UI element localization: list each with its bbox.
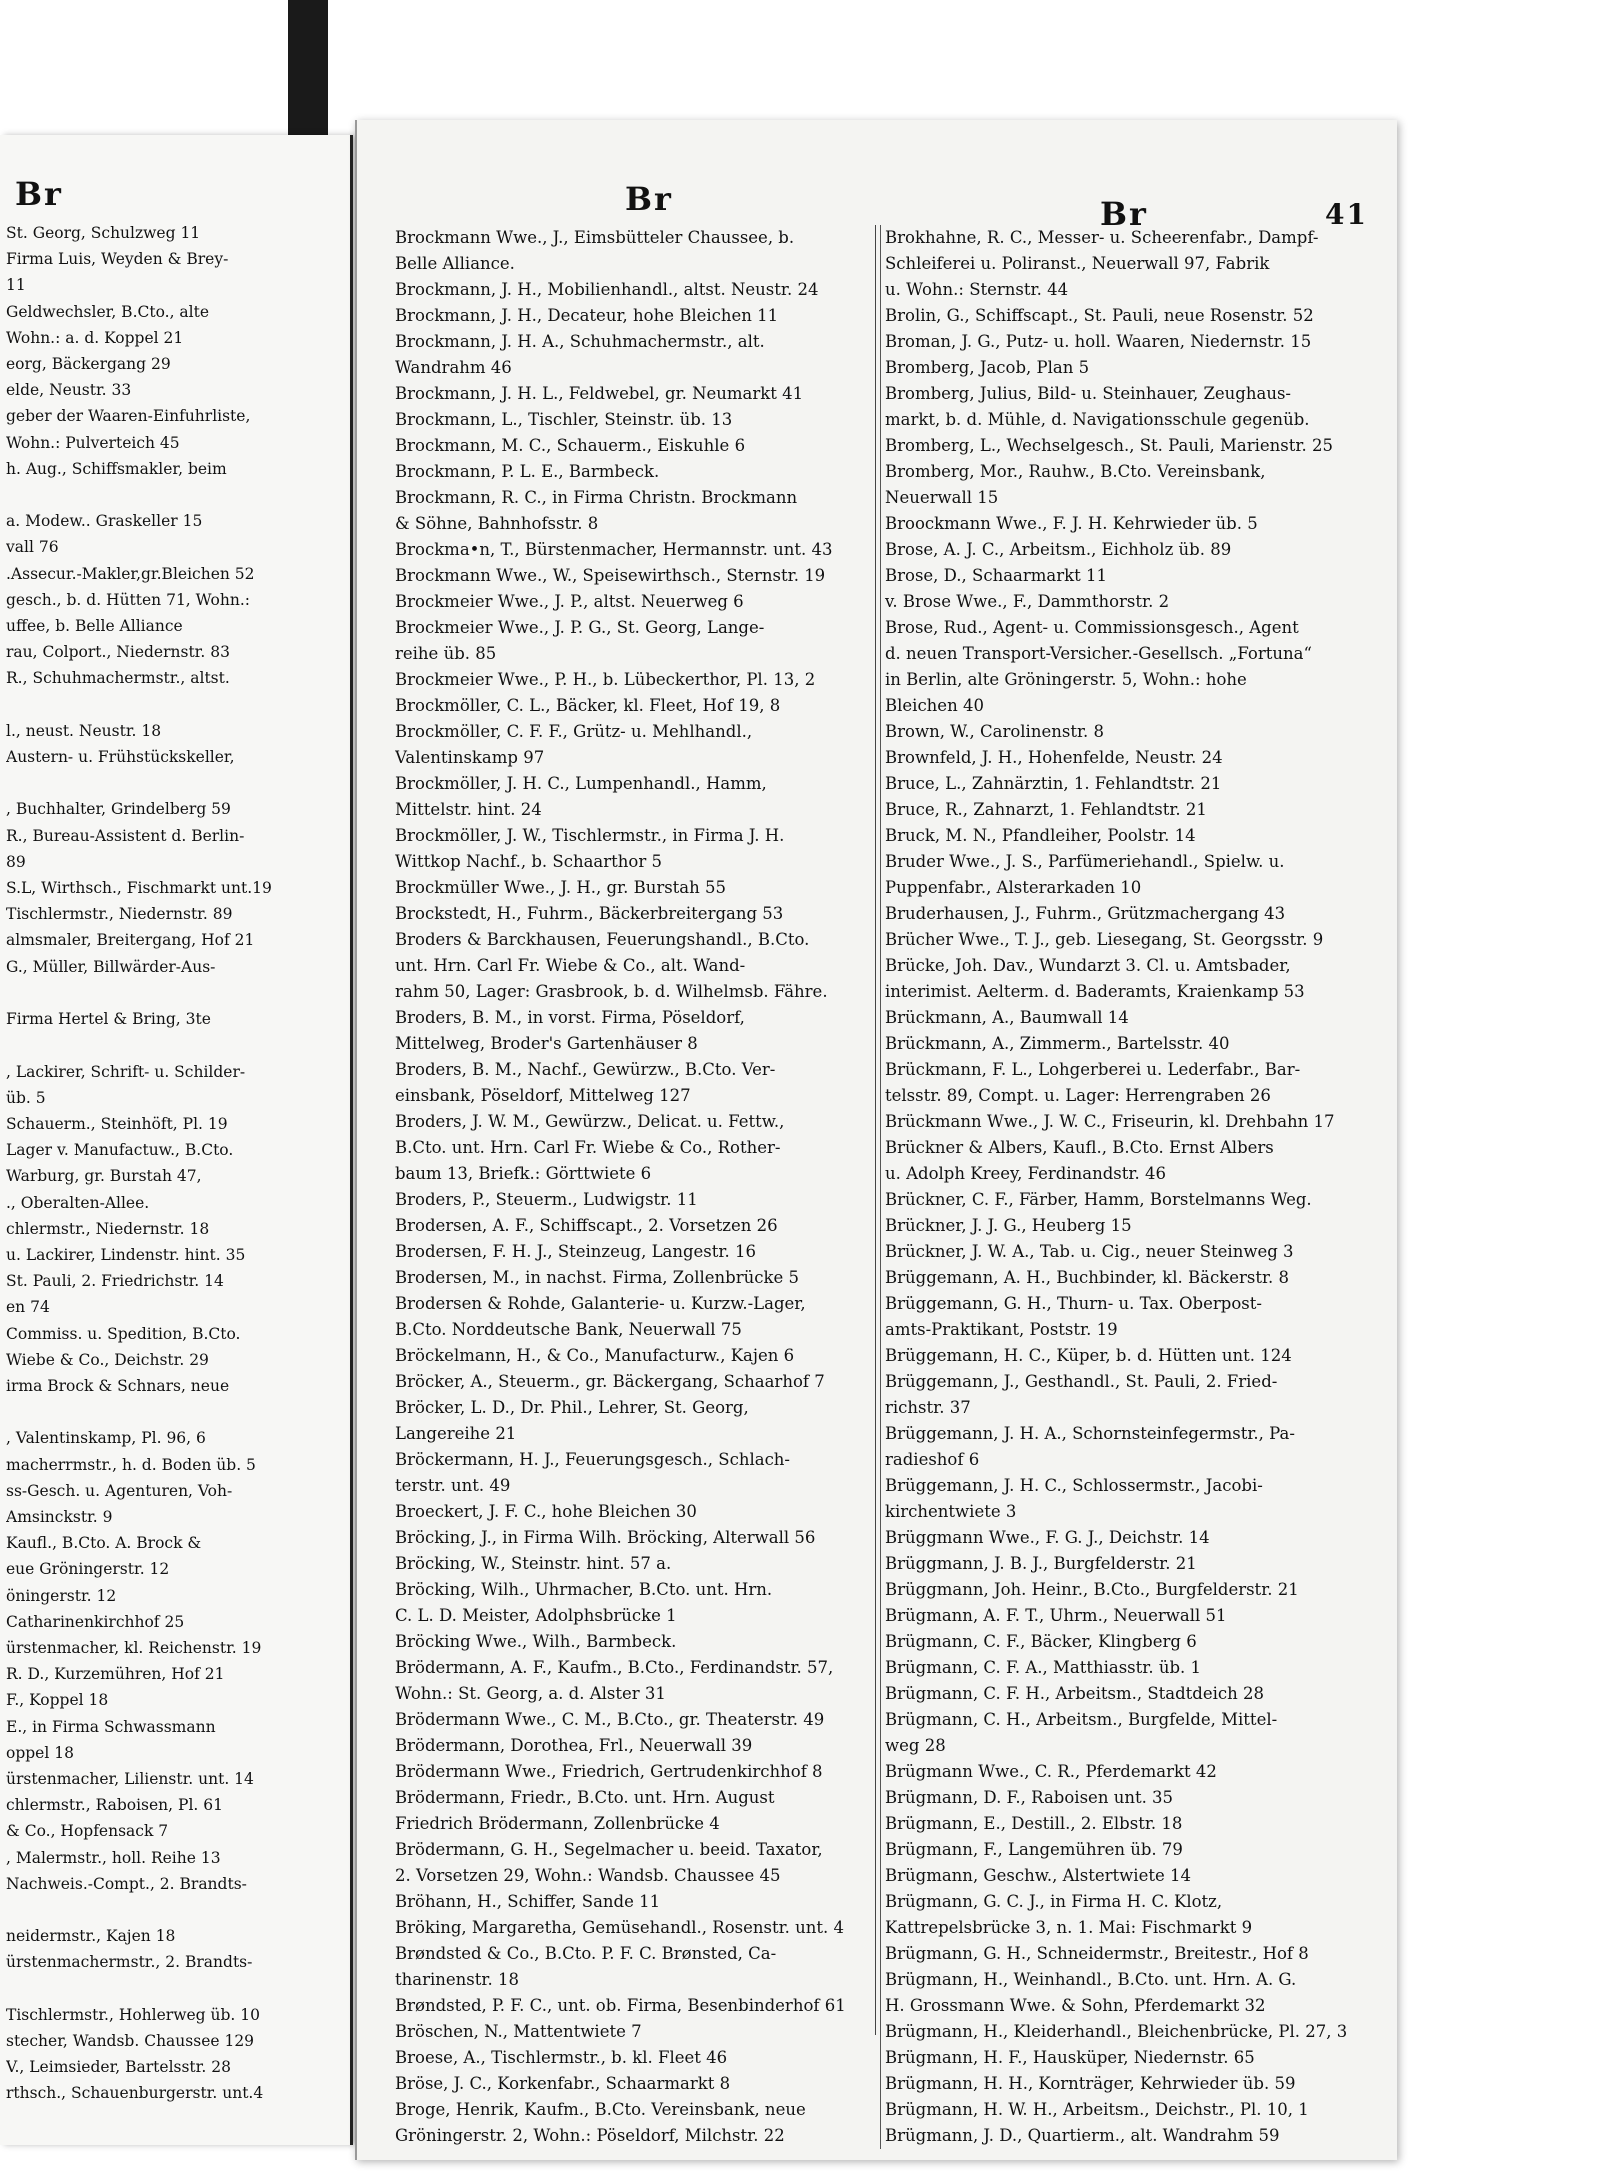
- directory-entry: Bruderhausen, J., Fuhrm., Grützmachergang 43: [885, 904, 1286, 923]
- directory-entry: Nachweis.-Compt., 2. Brandts-: [6, 1874, 247, 1893]
- directory-entry: & Co., Hopfensack 7: [6, 1822, 169, 1841]
- directory-entry: Brückmann Wwe., J. W. C., Friseurin, kl. Drehbahn 17: [885, 1112, 1335, 1131]
- directory-entry: Brückner, C. F., Färber, Hamm, Borstelmanns Weg.: [885, 1190, 1312, 1209]
- directory-entry: Schleiferei u. Poliranst., Neuerwall 97, Fabrik: [885, 254, 1270, 273]
- directory-entry: R., Bureau-Assistent d. Berlin-: [6, 826, 245, 845]
- directory-entry: Brodersen, M., in nachst. Firma, Zollenbrücke 5: [395, 1268, 799, 1287]
- directory-entry: R. D., Kurzemühren, Hof 21: [6, 1665, 225, 1684]
- directory-entry: Brügmann Wwe., C. R., Pferdemarkt 42: [885, 1762, 1217, 1781]
- directory-entry: Commiss. u. Spedition, B.Cto.: [6, 1324, 241, 1343]
- directory-entry: u. Adolph Kreey, Ferdinandstr. 46: [885, 1164, 1166, 1183]
- directory-entry: .Assecur.-Makler,gr.Bleichen 52: [6, 564, 255, 583]
- directory-entry: Brödermann, Friedr., B.Cto. unt. Hrn. August: [395, 1788, 775, 1807]
- directory-entry: Valentinskamp 97: [395, 748, 545, 767]
- directory-entry: Broders & Barckhausen, Feuerungshandl., B.Cto.: [395, 930, 810, 949]
- directory-entry: Bromberg, Jacob, Plan 5: [885, 358, 1090, 377]
- directory-entry: Brøndsted & Co., B.Cto. P. F. C. Brønsted, Ca-: [395, 1944, 777, 1963]
- directory-entry: ., Oberalten-Allee.: [6, 1193, 150, 1212]
- directory-entry: Brüggmann, J. B. J., Burgfelderstr. 21: [885, 1554, 1197, 1573]
- directory-entry: Bröckermann, H. J., Feuerungsgesch., Schlach-: [395, 1450, 791, 1469]
- directory-entry: Gröningerstr. 2, Wohn.: Pöseldorf, Milchstr. 22: [395, 2126, 785, 2145]
- directory-entry: Brügmann, H., Weinhandl., B.Cto. unt. Hrn. A. G.: [885, 1970, 1297, 1989]
- directory-entry: Brockmann Wwe., W., Speisewirthsch., Sternstr. 19: [395, 566, 826, 585]
- directory-entry: Brödermann, A. F., Kaufm., B.Cto., Ferdinandstr. 57,: [395, 1658, 834, 1677]
- directory-entry: & Söhne, Bahnhofsstr. 8: [395, 514, 599, 533]
- directory-entry: H. Grossmann Wwe. & Sohn, Pferdemarkt 32: [885, 1996, 1266, 2015]
- directory-entry: Brose, Rud., Agent- u. Commissionsgesch., Agent: [885, 618, 1299, 637]
- directory-entry: v. Brose Wwe., F., Dammthorstr. 2: [885, 592, 1170, 611]
- directory-entry: St. Georg, Schulzweg 11: [6, 224, 201, 242]
- directory-entry: 11: [6, 276, 26, 295]
- directory-entry: Brügmann, D. F., Raboisen unt. 35: [885, 1788, 1174, 1807]
- directory-entry: Brügmann, E., Destill., 2. Elbstr. 18: [885, 1814, 1183, 1833]
- directory-entry: chlermstr., Niedernstr. 18: [6, 1219, 210, 1238]
- right-column: [880, 225, 1385, 2149]
- directory-entry: Brockmann, R. C., in Firma Christn. Brockmann: [395, 488, 798, 507]
- directory-entry: terstr. unt. 49: [395, 1476, 511, 1495]
- directory-entry: irma Brock & Schnars, neue: [6, 1376, 230, 1395]
- directory-entry: Brügmann, J. D., Quartierm., alt. Wandrahm 59: [885, 2126, 1280, 2145]
- directory-entry: üb. 5: [6, 1088, 46, 1107]
- directory-entry: ürstenmacher, kl. Reichenstr. 19: [6, 1638, 262, 1657]
- directory-entry: Brüggemann, J., Gesthandl., St. Pauli, 2. Fried-: [885, 1372, 1278, 1391]
- directory-entry: [6, 1897, 346, 1923]
- directory-entry: Bromberg, L., Wechselgesch., St. Pauli, Marienstr. 25: [885, 436, 1333, 455]
- directory-entry: Bröcker, L. D., Dr. Phil., Lehrer, St. Georg,: [395, 1398, 749, 1417]
- directory-entry: elde, Neustr. 33: [6, 381, 132, 400]
- directory-entry: Brüggemann, A. H., Buchbinder, kl. Bäckerstr. 8: [885, 1268, 1290, 1287]
- directory-entry: Langereihe 21: [395, 1424, 517, 1443]
- directory-entry: Brockmeier Wwe., P. H., b. Lübeckerthor, Pl. 13, 2: [395, 670, 816, 689]
- directory-entry: unt. Hrn. Carl Fr. Wiebe & Co., alt. Wand-: [395, 956, 746, 975]
- directory-entry: interimist. Aelterm. d. Baderamts, Kraienkamp 53: [885, 982, 1305, 1001]
- directory-entry: , Malermstr., holl. Reihe 13: [6, 1848, 221, 1867]
- left-page-heading: Br: [15, 175, 63, 213]
- directory-entry: ss-Gesch. u. Agenturen, Voh-: [6, 1481, 233, 1500]
- directory-entry: richstr. 37: [885, 1398, 971, 1417]
- directory-entry: Brolin, G., Schiffscapt., St. Pauli, neue Rosenstr. 52: [885, 306, 1314, 325]
- directory-entry: oppel 18: [6, 1743, 74, 1762]
- directory-entry: radieshof 6: [885, 1450, 980, 1469]
- directory-entry: Broese, A., Tischlermstr., b. kl. Fleet 46: [395, 2048, 728, 2067]
- directory-entry: Bröking, Margaretha, Gemüsehandl., Rosenstr. unt. 4: [395, 1918, 845, 1937]
- directory-entry: Brügmann, Geschw., Alstertwiete 14: [885, 1866, 1191, 1885]
- directory-entry: Bruce, R., Zahnarzt, 1. Fehlandtstr. 21: [885, 800, 1207, 819]
- directory-entry: Neuerwall 15: [885, 488, 999, 507]
- directory-entry: [6, 692, 346, 718]
- directory-entry: Kaufl., B.Cto. A. Brock &: [6, 1534, 202, 1553]
- directory-entry: Wohn.: a. d. Koppel 21: [6, 328, 184, 347]
- directory-entry: Bröschen, N., Mattentwiete 7: [395, 2022, 642, 2041]
- directory-entry: ürstenmachermstr., 2. Brandts-: [6, 1953, 253, 1972]
- directory-entry: almsmaler, Breitergang, Hof 21: [6, 931, 255, 950]
- directory-entry: Broders, B. M., in vorst. Firma, Pöseldorf,: [395, 1008, 745, 1027]
- column-divider: [875, 225, 876, 2035]
- directory-entry: kirchentwiete 3: [885, 1502, 1017, 1521]
- directory-entry: F., Koppel 18: [6, 1691, 109, 1710]
- directory-entry: Brüggmann, Joh. Heinr., B.Cto., Burgfelderstr. 21: [885, 1580, 1299, 1599]
- directory-entry: a. Modew.. Graskeller 15: [6, 512, 203, 531]
- directory-entry: Brose, D., Schaarmarkt 11: [885, 566, 1108, 585]
- directory-entry: Bröcking, W., Steinstr. hint. 57 a.: [395, 1554, 672, 1573]
- directory-entry: Brügmann, C. F. H., Arbeitsm., Stadtdeich 28: [885, 1684, 1265, 1703]
- directory-entry: macherrmstr., h. d. Boden üb. 5: [6, 1455, 256, 1474]
- directory-entry: Brockmöller, C. L., Bäcker, kl. Fleet, Hof 19, 8: [395, 696, 781, 715]
- directory-entry: Bromberg, Mor., Rauhw., B.Cto. Vereinsbank,: [885, 462, 1266, 481]
- directory-entry: Bröcker, A., Steuerm., gr. Bäckergang, Schaarhof 7: [395, 1372, 825, 1391]
- directory-entry: Broders, P., Steuerm., Ludwigstr. 11: [395, 1190, 698, 1209]
- directory-entry: B.Cto. unt. Hrn. Carl Fr. Wiebe & Co., Rother-: [395, 1138, 781, 1157]
- directory-entry: Brockmann, J. H. A., Schuhmachermstr., alt.: [395, 332, 765, 351]
- directory-entry: telsstr. 89, Compt. u. Lager: Herrengraben 26: [885, 1086, 1271, 1105]
- directory-entry: Broman, J. G., Putz- u. holl. Waaren, Niedernstr. 15: [885, 332, 1312, 351]
- directory-entry: Brüggmann Wwe., F. G. J., Deichstr. 14: [885, 1528, 1210, 1547]
- directory-entry: Brügmann, C. H., Arbeitsm., Burgfelde, Mittel-: [885, 1710, 1278, 1729]
- directory-entry: Brückmann, A., Zimmerm., Bartelsstr. 40: [885, 1034, 1230, 1053]
- directory-entry: Schauerm., Steinhöft, Pl. 19: [6, 1114, 228, 1133]
- directory-entry: Brockmann, J. H. L., Feldwebel, gr. Neumarkt 41: [395, 384, 804, 403]
- directory-entry: Brodersen & Rohde, Galanterie- u. Kurzw.-Lager,: [395, 1294, 806, 1313]
- directory-entry: Brüggemann, J. H. A., Schornsteinfegermstr., Pa-: [885, 1424, 1295, 1443]
- middle-column: [395, 225, 870, 2149]
- directory-entry: 2. Vorsetzen 29, Wohn.: Wandsb. Chaussee 45: [395, 1866, 781, 1885]
- directory-entry: Geldwechsler, B.Cto., alte: [6, 302, 210, 321]
- directory-entry: Wittkop Nachf., b. Schaarthor 5: [395, 852, 662, 871]
- directory-entry: [6, 1032, 346, 1058]
- directory-entry: Brodersen, F. H. J., Steinzeug, Langestr. 16: [395, 1242, 756, 1261]
- directory-entry: chlermstr., Raboisen, Pl. 61: [6, 1796, 223, 1815]
- directory-entry: Bröhann, H., Schiffer, Sande 11: [395, 1892, 661, 1911]
- directory-entry: Lager v. Manufactuw., B.Cto.: [6, 1141, 234, 1160]
- directory-entry: Brockmeier Wwe., J. P. G., St. Georg, Lange-: [395, 618, 765, 637]
- right-column-heading: Br: [1100, 195, 1148, 233]
- binding-strip: [288, 0, 328, 140]
- directory-entry: Brügmann, F., Langemühren üb. 79: [885, 1840, 1183, 1859]
- directory-entry: Bröcking, Wilh., Uhrmacher, B.Cto. unt. Hrn.: [395, 1580, 773, 1599]
- directory-entry: Brown, W., Carolinenstr. 8: [885, 722, 1105, 741]
- directory-entry: d. neuen Transport-Versicher.-Gesellsch. „Fortuna“: [885, 644, 1312, 663]
- directory-entry: Belle Alliance.: [395, 254, 515, 273]
- directory-entry: Amsinckstr. 9: [6, 1507, 113, 1526]
- directory-entry: Broge, Henrik, Kaufm., B.Cto. Vereinsbank, neue: [395, 2100, 806, 2119]
- directory-entry: Firma Hertel & Bring, 3te: [6, 1010, 211, 1029]
- directory-entry: Broders, J. W. M., Gewürzw., Delicat. u. Fettw.,: [395, 1112, 785, 1131]
- directory-entry: weg 28: [885, 1736, 946, 1755]
- directory-entry: Brödermann, Dorothea, Frl., Neuerwall 39: [395, 1736, 753, 1755]
- directory-entry: Brockmöller, J. W., Tischlermstr., in Firma J. H.: [395, 826, 785, 845]
- directory-entry: Brockmann, P. L. E., Barmbeck.: [395, 462, 660, 481]
- directory-entry: , Valentinskamp, Pl. 96, 6: [6, 1429, 206, 1448]
- directory-entry: , Buchhalter, Grindelberg 59: [6, 800, 231, 819]
- directory-entry: Wandrahm 46: [395, 358, 512, 377]
- directory-entry: Brückner & Albers, Kaufl., B.Cto. Ernst Albers: [885, 1138, 1274, 1157]
- directory-entry: [6, 770, 346, 796]
- directory-entry: Broockmann Wwe., F. J. H. Kehrwieder üb. 5: [885, 514, 1258, 533]
- directory-entry: rthsch., Schauenburgerstr. unt.4: [6, 2084, 264, 2103]
- directory-entry: E., in Firma Schwassmann: [6, 1717, 216, 1736]
- directory-entry: Brose, A. J. C., Arbeitsm., Eichholz üb. 89: [885, 540, 1232, 559]
- directory-entry: Puppenfabr., Alsterarkaden 10: [885, 878, 1142, 897]
- directory-entry: Wohn.: St. Georg, a. d. Alster 31: [395, 1684, 666, 1703]
- directory-entry: Brockmeier Wwe., J. P., altst. Neuerweg 6: [395, 592, 744, 611]
- directory-entry: Bromberg, Julius, Bild- u. Steinhauer, Zeughaus-: [885, 384, 1291, 403]
- directory-entry: tharinenstr. 18: [395, 1970, 519, 1989]
- directory-entry: Brockmann, L., Tischler, Steinstr. üb. 13: [395, 410, 733, 429]
- directory-entry: Friedrich Brödermann, Zollenbrücke 4: [395, 1814, 720, 1833]
- directory-entry: Bruck, M. N., Pfandleiher, Poolstr. 14: [885, 826, 1196, 845]
- directory-entry: Brockmann, J. H., Mobilienhandl., altst. Neustr. 24: [395, 280, 819, 299]
- middle-column-heading: Br: [625, 180, 673, 218]
- directory-entry: Brückmann, F. L., Lohgerberei u. Lederfabr., Bar-: [885, 1060, 1301, 1079]
- directory-entry: Brügmann, C. F., Bäcker, Klingberg 6: [885, 1632, 1197, 1651]
- directory-entry: Brownfeld, J. H., Hohenfelde, Neustr. 24: [885, 748, 1223, 767]
- directory-entry: Brügmann, H. H., Kornträger, Kehrwieder üb. 59: [885, 2074, 1296, 2093]
- directory-entry: Brückmann, A., Baumwall 14: [885, 1008, 1129, 1027]
- directory-entry: l., neust. Neustr. 18: [6, 721, 162, 740]
- directory-entry: Bleichen 40: [885, 696, 984, 715]
- directory-entry: B.Cto. Norddeutsche Bank, Neuerwall 75: [395, 1320, 742, 1339]
- directory-entry: Mittelstr. hint. 24: [395, 800, 542, 819]
- directory-entry: Brügmann, G. H., Schneidermstr., Breitestr., Hof 8: [885, 1944, 1309, 1963]
- directory-entry: Bruder Wwe., J. S., Parfümeriehandl., Spielw. u.: [885, 852, 1285, 871]
- directory-entry: Mittelweg, Broder's Gartenhäuser 8: [395, 1034, 698, 1053]
- directory-entry: Brüggemann, H. C., Küper, b. d. Hütten unt. 124: [885, 1346, 1292, 1365]
- directory-entry: markt, b. d. Mühle, d. Navigationsschule gegenüb.: [885, 410, 1310, 429]
- directory-entry: St. Pauli, 2. Friedrichstr. 14: [6, 1272, 224, 1291]
- directory-entry: Brockmann, M. C., Schauerm., Eiskuhle 6: [395, 436, 746, 455]
- directory-entry: Brödermann Wwe., Friedrich, Gertrudenkirchhof 8: [395, 1762, 823, 1781]
- directory-entry: uffee, b. Belle Alliance: [6, 617, 183, 636]
- directory-entry: Bröse, J. C., Korkenfabr., Schaarmarkt 8: [395, 2074, 731, 2093]
- directory-entry: h. Aug., Schiffsmakler, beim: [6, 459, 227, 478]
- directory-entry: Tischlermstr., Hohlerweg üb. 10: [6, 2005, 260, 2024]
- directory-entry: in Berlin, alte Gröningerstr. 5, Wohn.: hohe: [885, 670, 1247, 689]
- directory-entry: stecher, Wandsb. Chaussee 129: [6, 2032, 255, 2051]
- directory-entry: Brügmann, C. F. A., Matthiasstr. üb. 1: [885, 1658, 1202, 1677]
- directory-entry: neidermstr., Kajen 18: [6, 1927, 176, 1946]
- directory-entry: Brödermann Wwe., C. M., B.Cto., gr. Theaterstr. 49: [395, 1710, 825, 1729]
- directory-entry: Wiebe & Co., Deichstr. 29: [6, 1350, 209, 1369]
- directory-entry: Brockma•n, T., Bürstenmacher, Hermannstr. unt. 43: [395, 540, 833, 559]
- directory-entry: Brøndsted, P. F. C., unt. ob. Firma, Besenbinderhof 61: [395, 1996, 846, 2015]
- directory-entry: rahm 50, Lager: Grasbrook, b. d. Wilhelmsb. Fähre.: [395, 982, 828, 1001]
- directory-entry: Brückner, J. J. G., Heuberg 15: [885, 1216, 1132, 1235]
- directory-entry: rau, Colport., Niedernstr. 83: [6, 643, 230, 662]
- directory-entry: Brückner, J. W. A., Tab. u. Cig., neuer Steinweg 3: [885, 1242, 1294, 1261]
- directory-entry: Bröcking Wwe., Wilh., Barmbeck.: [395, 1632, 677, 1651]
- directory-entry: reihe üb. 85: [395, 644, 497, 663]
- directory-entry: [6, 482, 346, 508]
- directory-entry: Brödermann, G. H., Segelmacher u. beeid. Taxator,: [395, 1840, 823, 1859]
- directory-entry: Brücke, Joh. Dav., Wundarzt 3. Cl. u. Amtsbader,: [885, 956, 1291, 975]
- directory-entry: Warburg, gr. Burstah 47,: [6, 1167, 202, 1186]
- directory-entry: geber der Waaren-Einfuhrliste,: [6, 407, 251, 426]
- directory-entry: en 74: [6, 1298, 50, 1317]
- directory-entry: Tischlermstr., Niedernstr. 89: [6, 905, 233, 924]
- directory-entry: Brücher Wwe., T. J., geb. Liesegang, St. Georgsstr. 9: [885, 930, 1324, 949]
- directory-entry: [6, 980, 346, 1006]
- directory-entry: Brodersen, A. F., Schiffscapt., 2. Vorsetzen 26: [395, 1216, 778, 1235]
- directory-entry: Brügmann, H. W. H., Arbeitsm., Deichstr., Pl. 10, 1: [885, 2100, 1309, 2119]
- directory-entry: Broders, B. M., Nachf., Gewürzw., B.Cto. Ver-: [395, 1060, 776, 1079]
- directory-entry: einsbank, Pöseldorf, Mittelweg 127: [395, 1086, 691, 1105]
- directory-entry: u. Wohn.: Sternstr. 44: [885, 280, 1069, 299]
- directory-entry: Brockmann, J. H., Decateur, hohe Bleichen 11: [395, 306, 779, 325]
- directory-entry: gesch., b. d. Hütten 71, Wohn.:: [6, 590, 250, 609]
- left-column: [6, 220, 346, 2107]
- directory-entry: , Lackirer, Schrift- u. Schilder-: [6, 1062, 246, 1081]
- directory-entry: R., Schuhmachermstr., altst.: [6, 669, 230, 688]
- directory-entry: Bröcking, J., in Firma Wilh. Bröcking, Alterwall 56: [395, 1528, 816, 1547]
- directory-entry: Brüggemann, J. H. C., Schlossermstr., Jacobi-: [885, 1476, 1263, 1495]
- directory-entry: Catharinenkirchhof 25: [6, 1612, 185, 1631]
- directory-entry: ürstenmacher, Lilienstr. unt. 14: [6, 1769, 254, 1788]
- directory-entry: [6, 1976, 346, 2002]
- directory-entry: öningerstr. 12: [6, 1586, 117, 1605]
- directory-entry: amts-Praktikant, Poststr. 19: [885, 1320, 1118, 1339]
- directory-entry: S.L, Wirthsch., Fischmarkt unt.19: [6, 879, 272, 898]
- directory-entry: Brüggemann, G. H., Thurn- u. Tax. Oberpost-: [885, 1294, 1262, 1313]
- directory-entry: Bröckelmann, H., & Co., Manufacturw., Kajen 6: [395, 1346, 795, 1365]
- directory-entry: eorg, Bäckergang 29: [6, 355, 171, 374]
- directory-entry: G., Müller, Billwärder-Aus-: [6, 957, 216, 976]
- directory-entry: V., Leimsieder, Bartelsstr. 28: [6, 2058, 231, 2077]
- directory-entry: eue Gröningerstr. 12: [6, 1560, 170, 1579]
- directory-entry: Brockmöller, C. F. F., Grütz- u. Mehlhandl.,: [395, 722, 753, 741]
- directory-entry: Brügmann, G. C. J., in Firma H. C. Klotz,: [885, 1892, 1223, 1911]
- directory-entry: Broeckert, J. F. C., hohe Bleichen 30: [395, 1502, 697, 1521]
- directory-entry: Brügmann, A. F. T., Uhrm., Neuerwall 51: [885, 1606, 1227, 1625]
- directory-entry: u. Lackirer, Lindenstr. hint. 35: [6, 1245, 246, 1264]
- directory-entry: [6, 1399, 346, 1425]
- directory-entry: Brockmüller Wwe., J. H., gr. Burstah 55: [395, 878, 727, 897]
- page-number: 41: [1325, 198, 1368, 231]
- directory-entry: Brügmann, H. F., Hausküper, Niedernstr. 65: [885, 2048, 1255, 2067]
- directory-entry: Brockstedt, H., Fuhrm., Bäckerbreitergang 53: [395, 904, 784, 923]
- directory-entry: Firma Luis, Weyden & Brey-: [6, 250, 229, 269]
- directory-entry: Brokhahne, R. C., Messer- u. Scheerenfabr., Dampf-: [885, 228, 1319, 247]
- directory-entry: baum 13, Briefk.: Görttwiete 6: [395, 1164, 652, 1183]
- directory-entry: Kattrepelsbrücke 3, n. 1. Mai: Fischmarkt 9: [885, 1918, 1253, 1937]
- directory-entry: Brockmann Wwe., J., Eimsbütteler Chaussee, b.: [395, 228, 795, 247]
- directory-entry: 89: [6, 852, 26, 871]
- directory-entry: C. L. D. Meister, Adolphsbrücke 1: [395, 1606, 677, 1625]
- directory-entry: vall 76: [6, 538, 59, 557]
- directory-entry: Brockmöller, J. H. C., Lumpenhandl., Hamm,: [395, 774, 767, 793]
- directory-entry: Bruce, L., Zahnärztin, 1. Fehlandtstr. 21: [885, 774, 1222, 793]
- directory-entry: Austern- u. Frühstückskeller,: [6, 748, 235, 767]
- directory-entry: Wohn.: Pulverteich 45: [6, 433, 180, 452]
- directory-entry: Brügmann, H., Kleiderhandl., Bleichenbrücke, Pl. 27, 3: [885, 2022, 1348, 2041]
